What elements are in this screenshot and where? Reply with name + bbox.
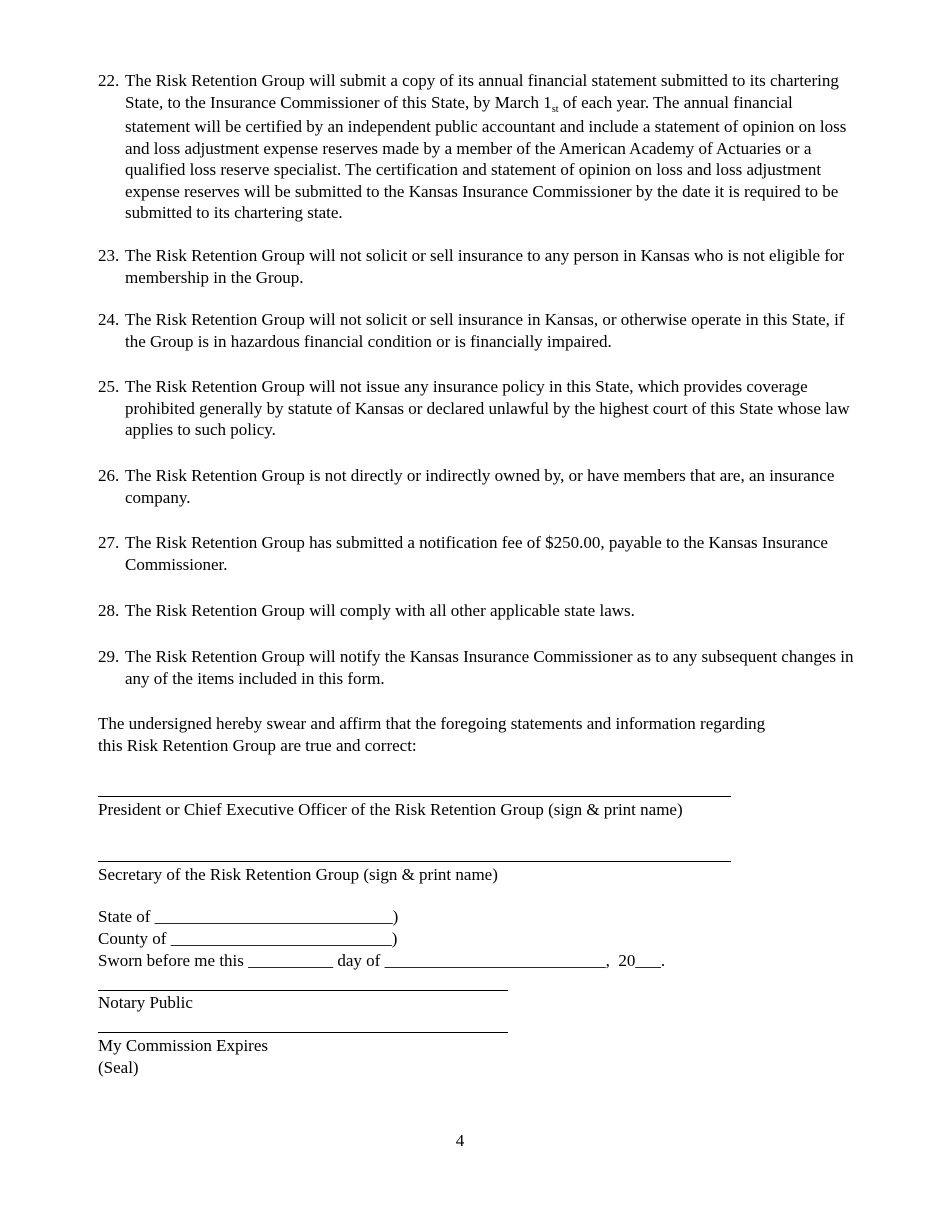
list-item — [98, 532, 858, 576]
item-number: 23. — [98, 246, 120, 265]
superscript: st — [551, 103, 559, 115]
item-number: 27. — [98, 533, 120, 552]
seal-label: (Seal) — [98, 1058, 139, 1077]
list-item — [98, 600, 858, 622]
item-number: 28. — [98, 601, 120, 620]
item-number: 24. — [98, 310, 120, 329]
item-text: The Risk Retention Group will notify the Kansas Insurance Commissioner as to any subsequent changes in any of the items included in this form. — [125, 647, 854, 688]
item-text: The Risk Retention Group will comply with all other applicable state laws. — [125, 601, 635, 620]
notary-public-label: Notary Public — [98, 993, 193, 1012]
list-item — [98, 646, 858, 690]
item-text: The Risk Retention Group has submitted a notification fee of $250.00, payable to the Kansas Insurance Commissioner. — [125, 533, 828, 574]
list-item — [98, 465, 858, 509]
item-number: 29. — [98, 647, 120, 666]
county-of-field: County of __________________________) — [98, 929, 398, 948]
secretary-signature-label: Secretary of the Risk Retention Group (sign & print name) — [98, 865, 498, 884]
signature-line — [98, 861, 731, 862]
item-number: 26. — [98, 466, 120, 485]
item-number: 25. — [98, 377, 120, 396]
page-number: 4 — [455, 1131, 465, 1150]
item-number: 22. — [98, 71, 120, 90]
item-text: The Risk Retention Group will not solicit or sell insurance to any person in Kansas who is not eligible for membership in the Group. — [125, 246, 845, 287]
item-text: The Risk Retention Group will not solicit or sell insurance in Kansas, or otherwise operate in this State, if the Group is in hazardous financial condition or is financially impaired. — [125, 310, 845, 351]
item-text: The Risk Retention Group is not directly or indirectly owned by, or have members that are, an insurance company. — [125, 466, 835, 507]
signature-line — [98, 796, 731, 797]
sworn-before-field: Sworn before me this __________ day of __________________________, 20___. — [98, 951, 666, 970]
president-signature-label: President or Chief Executive Officer of the Risk Retention Group (sign & print name) — [98, 800, 683, 819]
item-text: The Risk Retention Group will submit a copy of its annual financial statement submitted to its chartering State, to the Insurance Commissioner of this State, by March $1_{st}$ of each year. The annual financial statement will be certified by an independent public accountant and include a statement of opinion on loss and loss adjustment expense reserves made by a member of the American Academy of Actuaries or a qualified loss reserve specialist. The certification and statement of opinion on loss and loss adjustment expense reserves will be submitted to the Kansas Insurance Commissioner by the date it is required to be submitted to its chartering state. — [125, 71, 847, 222]
affirmation-text: The undersigned hereby swear and affirm that the foregoing statements and information regarding — [98, 714, 766, 733]
commission-expires-label: My Commission Expires — [98, 1036, 269, 1055]
list-item — [98, 70, 858, 222]
notary-signature-line — [98, 990, 508, 991]
list-item — [98, 376, 858, 442]
list-item — [98, 309, 858, 353]
affirmation-text: this Risk Retention Group are true and correct: — [98, 736, 417, 755]
item-text: The Risk Retention Group will not issue any insurance policy in this State, which provides coverage prohibited generally by statute of Kansas or declared unlawful by the highest court of this State whose law applies to such policy. — [125, 377, 850, 439]
list-item — [98, 245, 858, 289]
state-of-field: State of ____________________________) — [98, 907, 399, 926]
commission-line — [98, 1032, 508, 1033]
